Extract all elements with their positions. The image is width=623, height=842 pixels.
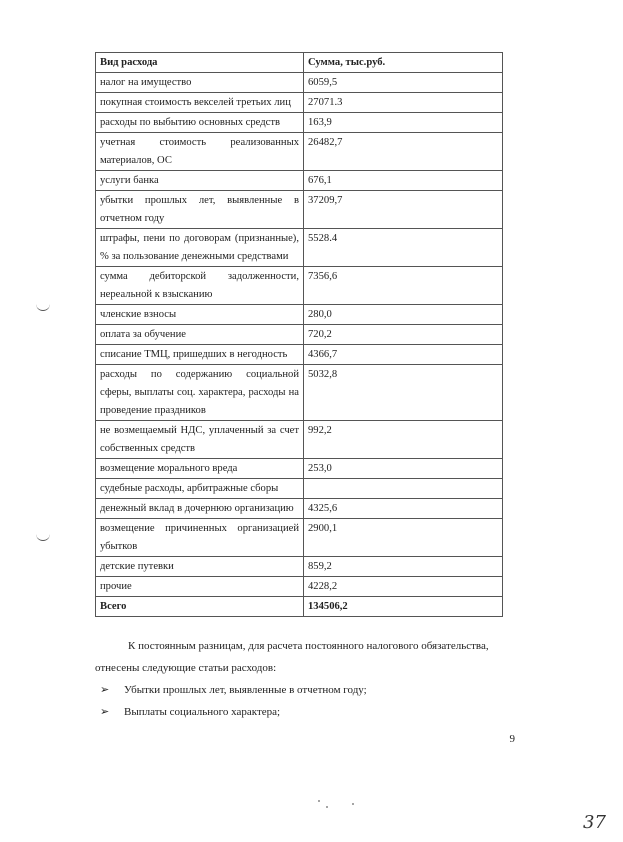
amount-cell: 4366,7 xyxy=(304,345,503,365)
amount-cell: 4325,6 xyxy=(304,499,503,519)
scan-speck xyxy=(326,806,328,808)
table-row xyxy=(96,325,503,345)
table-row xyxy=(96,421,503,459)
amount-cell: 163,9 xyxy=(304,113,503,133)
amount-cell: 859,2 xyxy=(304,557,503,577)
total-label: Всего xyxy=(96,597,304,617)
scan-mark xyxy=(36,302,50,311)
header-expense-type: Вид расхода xyxy=(96,53,304,73)
table-row xyxy=(96,73,503,93)
expense-type-cell: членские взносы xyxy=(96,305,304,325)
bullet-item xyxy=(100,701,515,723)
expense-type-cell: сумма дебиторской задолженности, нереальной к взысканию xyxy=(96,267,304,305)
expense-type-cell: расходы по выбытию основных средств xyxy=(96,113,304,133)
expense-type-cell: детские путевки xyxy=(96,557,304,577)
arrowhead-bullet-icon: ➢ xyxy=(100,684,110,696)
expense-type-cell: прочие xyxy=(96,577,304,597)
table-row xyxy=(96,365,503,421)
amount-cell: 27071.3 xyxy=(304,93,503,113)
amount-cell: 720,2 xyxy=(304,325,503,345)
body-paragraph: К постоянным разницам, для расчета постоянного налогового обязательства, отнесены следующие статьи расходов: xyxy=(95,640,489,674)
table-row xyxy=(96,305,503,325)
expenses-table xyxy=(95,52,503,617)
expense-type-cell: возмещение морального вреда xyxy=(96,459,304,479)
amount-cell: 2900,1 xyxy=(304,519,503,557)
amount-cell: 5032,8 xyxy=(304,365,503,421)
total-amount: 134506,2 xyxy=(304,597,503,617)
amount-cell: 37209,7 xyxy=(304,191,503,229)
table-row xyxy=(96,267,503,305)
amount-cell: 6059,5 xyxy=(304,73,503,93)
amount-cell xyxy=(304,479,503,499)
expense-type-cell: денежный вклад в дочернюю организацию xyxy=(96,499,304,519)
expense-type-cell: услуги банка xyxy=(96,171,304,191)
table-row xyxy=(96,479,503,499)
table-row xyxy=(96,93,503,113)
scan-speck xyxy=(352,803,354,805)
table-row xyxy=(96,557,503,577)
page-number: 9 xyxy=(509,733,515,745)
table-row xyxy=(96,345,503,365)
amount-cell: 7356,6 xyxy=(304,267,503,305)
scan-mark xyxy=(36,532,50,541)
amount-cell: 280,0 xyxy=(304,305,503,325)
amount-cell: 253,0 xyxy=(304,459,503,479)
expense-type-cell: возмещение причиненных организацией убытков xyxy=(96,519,304,557)
page-content xyxy=(95,52,515,747)
expense-type-cell: списание ТМЦ, пришедших в негодность xyxy=(96,345,304,365)
table-row xyxy=(96,519,503,557)
expense-type-cell: оплата за обучение xyxy=(96,325,304,345)
scan-speck xyxy=(318,800,320,802)
amount-cell: 676,1 xyxy=(304,171,503,191)
expense-type-cell: штрафы, пени по договорам (признанные), % за пользование денежными средствами xyxy=(96,229,304,267)
expense-type-cell: налог на имущество xyxy=(96,73,304,93)
expense-type-cell: покупная стоимость векселей третьих лиц xyxy=(96,93,304,113)
table-row xyxy=(96,133,503,171)
table-row xyxy=(96,171,503,191)
expense-type-cell: расходы по содержанию социальной сферы, выплаты соц. характера, расходы на проведение праздников xyxy=(96,365,304,421)
header-amount: Сумма, тыс.руб. xyxy=(304,53,503,73)
expense-type-cell: убытки прошлых лет, выявленные в отчетном году xyxy=(96,191,304,229)
total-row xyxy=(96,597,503,617)
handwritten-page-number: 37 xyxy=(583,812,606,833)
table-header-row xyxy=(96,53,503,73)
expense-type-cell: учетная стоимость реализованных материалов, ОС xyxy=(96,133,304,171)
expense-type-cell: судебные расходы, арбитражные сборы xyxy=(96,479,304,499)
expense-type-cell: не возмещаемый НДС, уплаченный за счет собственных средств xyxy=(96,421,304,459)
table-row xyxy=(96,229,503,267)
bullet-item xyxy=(100,679,515,701)
table-row xyxy=(96,191,503,229)
amount-cell: 26482,7 xyxy=(304,133,503,171)
amount-cell: 4228,2 xyxy=(304,577,503,597)
bullet-text: Убытки прошлых лет, выявленные в отчетном году; xyxy=(124,684,367,696)
table-row xyxy=(96,459,503,479)
arrowhead-bullet-icon: ➢ xyxy=(100,706,110,718)
amount-cell: 992,2 xyxy=(304,421,503,459)
bullet-text: Выплаты социального характера; xyxy=(124,706,281,718)
table-row xyxy=(96,113,503,133)
table-row xyxy=(96,499,503,519)
table-row xyxy=(96,577,503,597)
amount-cell: 5528.4 xyxy=(304,229,503,267)
